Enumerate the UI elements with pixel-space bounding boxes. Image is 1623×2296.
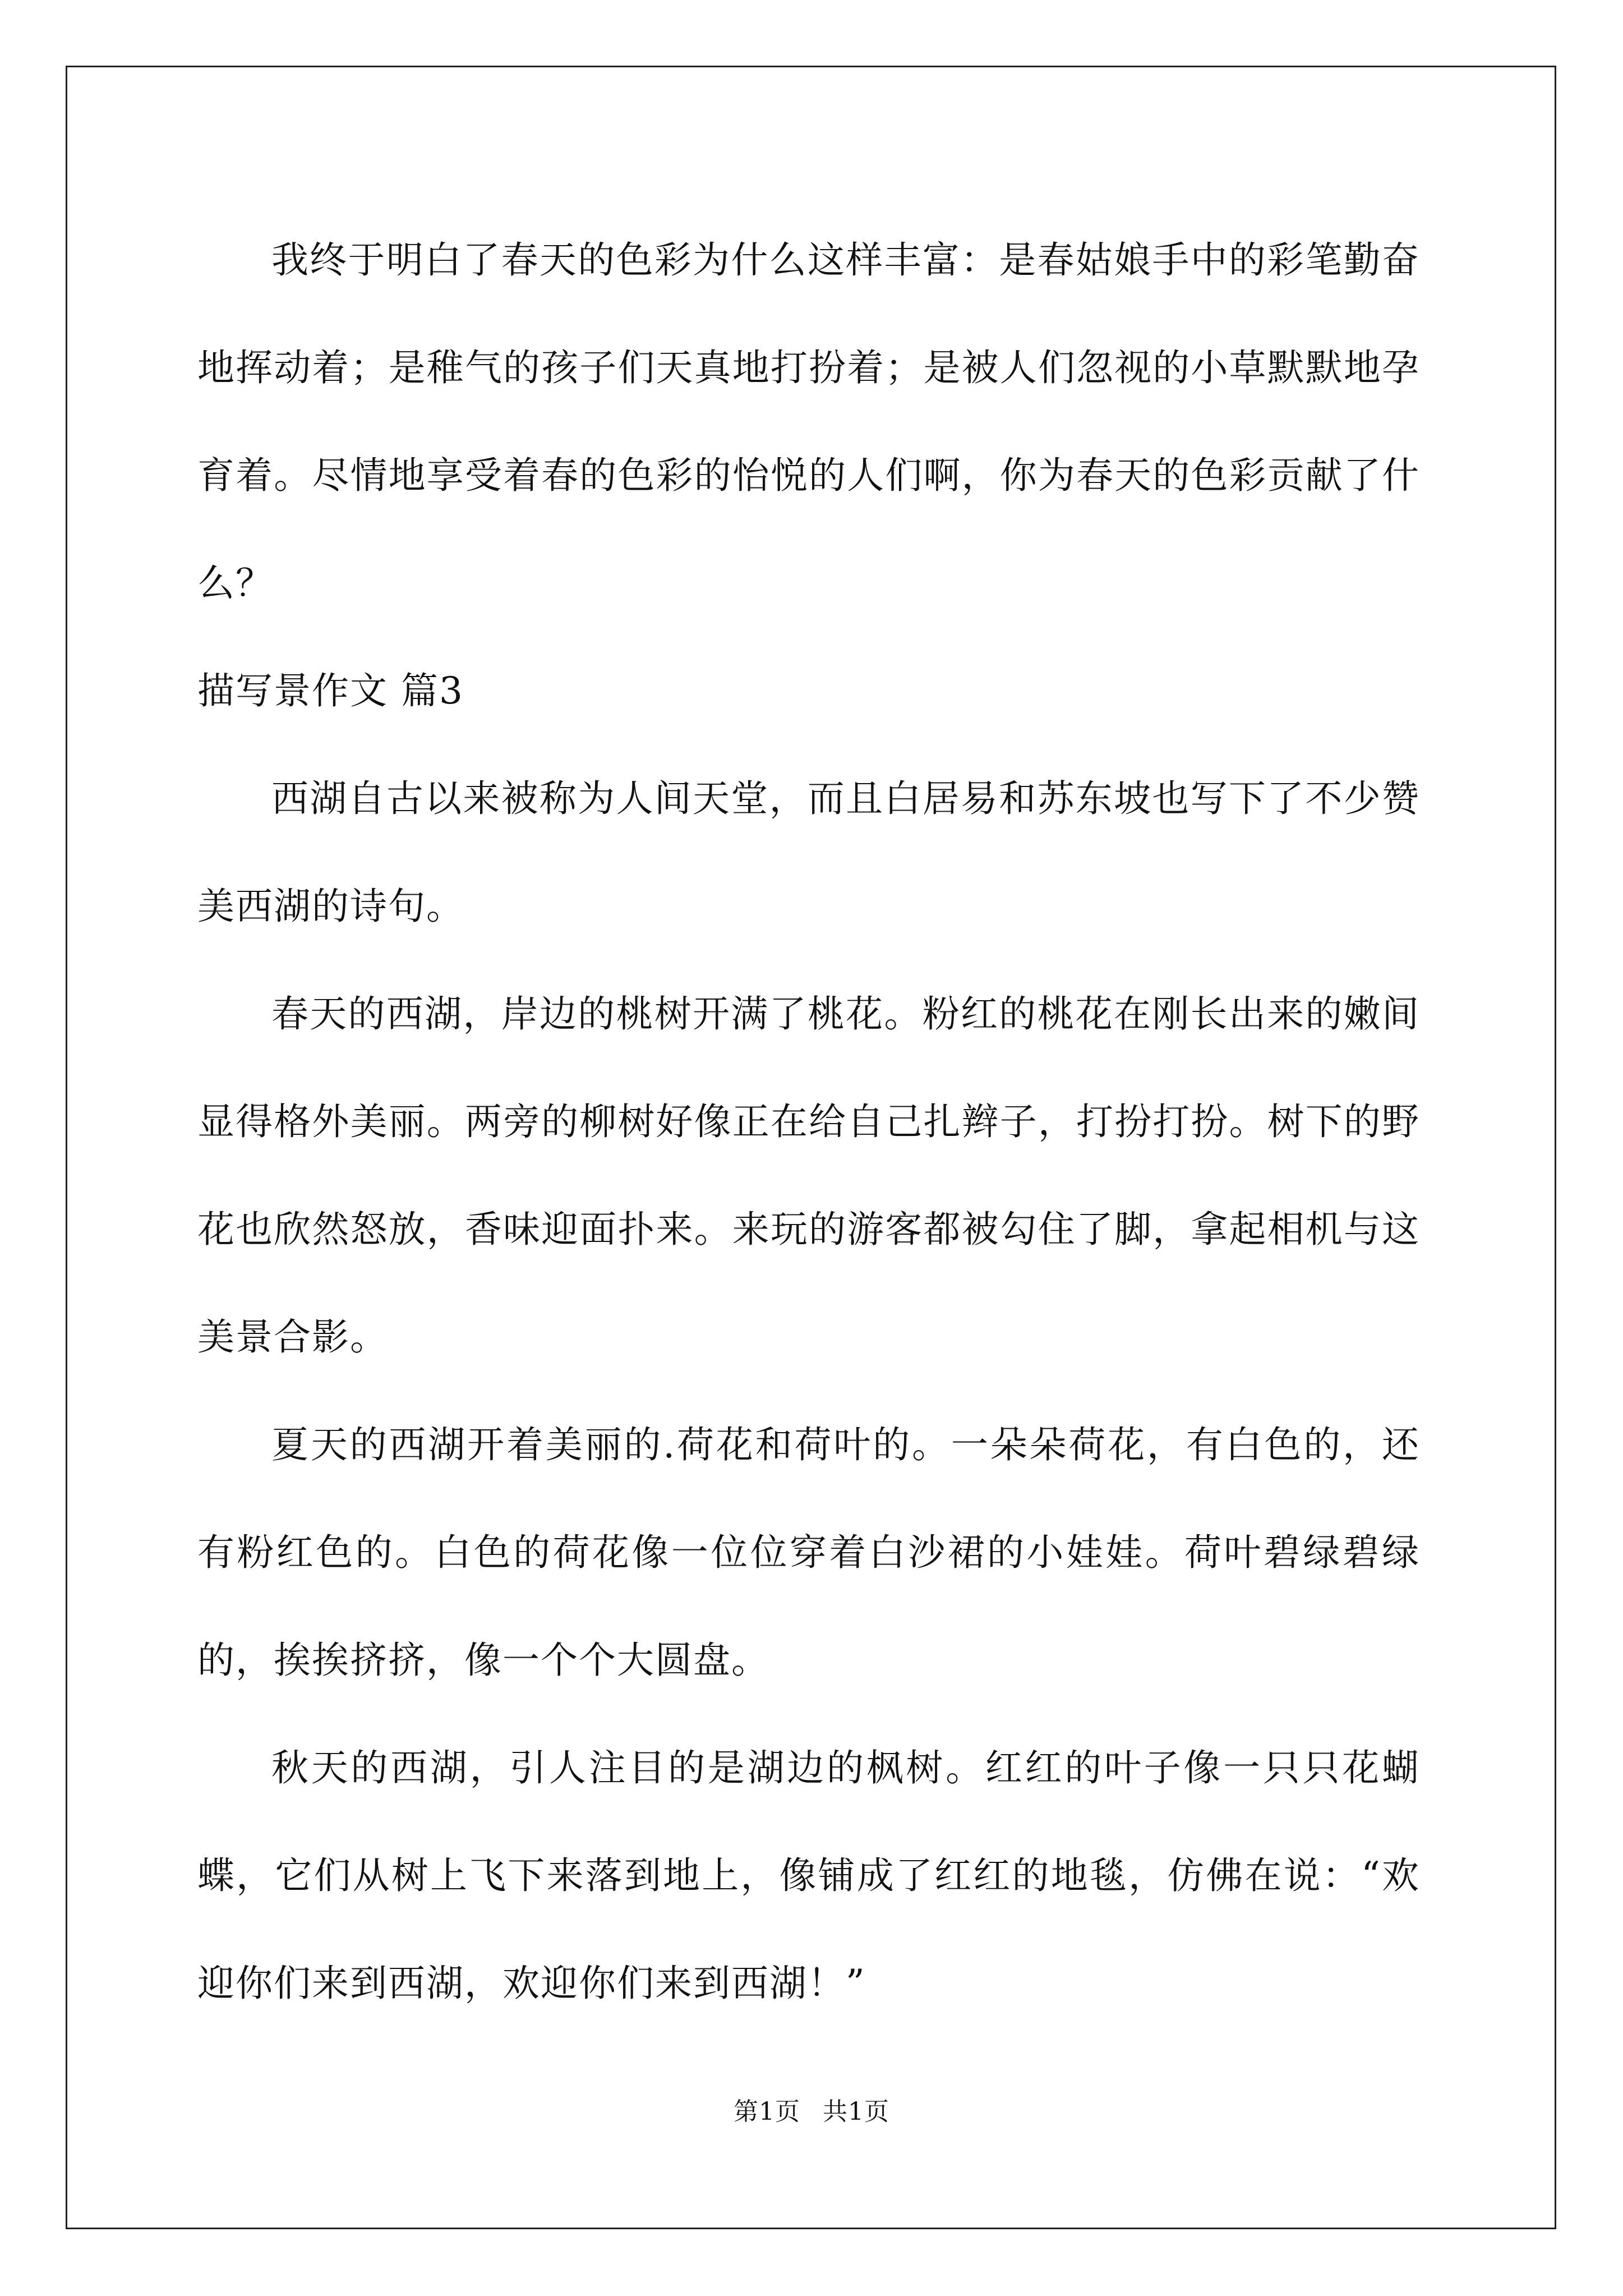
document-body	[197, 206, 1420, 2037]
page-footer	[0, 2091, 1623, 2127]
paragraph: 秋天的西湖，引人注目的是湖边的枫树。红红的叶子像一只只花蝴蝶，它们从树上飞下来落到地上，像铺成了红红的地毯，仿佛在说：“欢迎你们来到西湖，欢迎你们来到西湖！”	[197, 1746, 1420, 2005]
section-heading: 描写景作文 篇3	[197, 669, 464, 712]
page-number: 第1页	[734, 2097, 800, 2126]
paragraph: 西湖自古以来被称为人间天堂，而且白居易和苏东坡也写下了不少赞美西湖的诗句。	[197, 777, 1420, 928]
paragraph: 春天的西湖，岸边的桃树开满了桃花。粉红的桃花在刚长出来的嫩间显得格外美丽。两旁的柳树好像正在给自己扎辫子，打扮打扮。树下的野花也欣然怒放，香味迎面扑来。来玩的游客都被勾住了脚，拿起相机与这美景合影。	[197, 992, 1420, 1359]
paragraph: 夏天的西湖开着美丽的.荷花和荷叶的。一朵朵荷花，有白色的，还有粉红色的。白色的荷花像一位位穿着白沙裙的小娃娃。荷叶碧绿碧绿的，挨挨挤挤，像一个个大圆盘。	[197, 1423, 1420, 1682]
paragraph: 我终于明白了春天的色彩为什么这样丰富：是春姑娘手中的彩笔勤奋地挥动着；是稚气的孩子们天真地打扮着；是被人们忽视的小草默默地孕育着。尽情地享受着春的色彩的怡悦的人们啊，你为春天的色彩贡献了什么？	[197, 238, 1420, 605]
page-total: 共1页	[823, 2097, 889, 2126]
